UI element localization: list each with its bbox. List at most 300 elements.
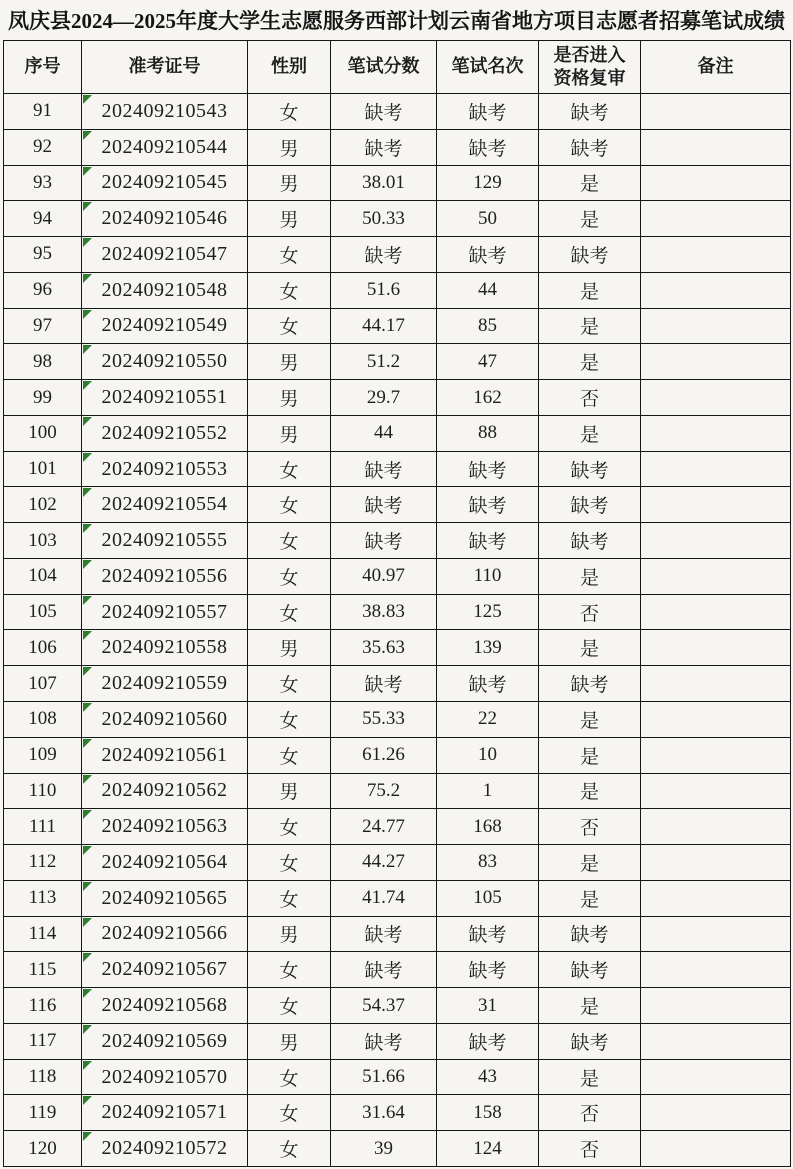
cell-remark	[641, 916, 791, 952]
cell-score: 缺考	[331, 129, 437, 165]
cell-index: 116	[4, 988, 82, 1024]
cell-index: 113	[4, 880, 82, 916]
cell-review: 是	[539, 558, 641, 594]
cell-remark	[641, 988, 791, 1024]
cell-rank: 缺考	[437, 451, 539, 487]
cell-ticket	[82, 308, 248, 344]
cell-ticket-value: 202409210549	[101, 314, 228, 337]
cell-gender: 男	[248, 344, 331, 380]
green-corner-triangle-icon	[83, 882, 92, 891]
cell-ticket	[82, 737, 248, 773]
cell-remark	[641, 1095, 791, 1131]
cell-index: 104	[4, 558, 82, 594]
green-corner-triangle-icon	[83, 453, 92, 462]
cell-remark	[641, 666, 791, 702]
cell-index: 95	[4, 237, 82, 273]
table-row	[4, 558, 791, 594]
cell-review: 缺考	[539, 916, 641, 952]
cell-gender: 女	[248, 1095, 331, 1131]
table-row	[4, 201, 791, 237]
green-corner-triangle-icon	[83, 274, 92, 283]
cell-review: 是	[539, 880, 641, 916]
cell-remark	[641, 308, 791, 344]
table-row	[4, 344, 791, 380]
cell-index: 120	[4, 1131, 82, 1167]
cell-rank: 22	[437, 702, 539, 738]
cell-ticket	[82, 702, 248, 738]
cell-gender: 女	[248, 1131, 331, 1167]
col-header-review-line2: 资格复审	[553, 68, 626, 88]
cell-gender: 女	[248, 487, 331, 523]
cell-ticket	[82, 237, 248, 273]
table-row	[4, 773, 791, 809]
cell-ticket	[82, 415, 248, 451]
cell-ticket-value: 202409210553	[101, 457, 228, 480]
cell-index: 98	[4, 344, 82, 380]
green-corner-triangle-icon	[83, 417, 92, 426]
cell-review: 是	[539, 415, 641, 451]
green-corner-triangle-icon	[83, 810, 92, 819]
cell-rank: 168	[437, 809, 539, 845]
cell-rank: 50	[437, 201, 539, 237]
cell-ticket-value: 202409210572	[101, 1137, 228, 1160]
cell-index: 102	[4, 487, 82, 523]
cell-index: 112	[4, 845, 82, 881]
cell-ticket	[82, 952, 248, 988]
cell-remark	[641, 523, 791, 559]
cell-remark	[641, 630, 791, 666]
green-corner-triangle-icon	[83, 739, 92, 748]
cell-rank: 10	[437, 737, 539, 773]
cell-ticket-value: 202409210569	[101, 1029, 228, 1052]
cell-remark	[641, 129, 791, 165]
cell-ticket	[82, 487, 248, 523]
cell-ticket-value: 202409210570	[101, 1065, 228, 1088]
table-row	[4, 487, 791, 523]
cell-ticket	[82, 916, 248, 952]
green-corner-triangle-icon	[83, 1025, 92, 1034]
cell-ticket-value: 202409210558	[101, 636, 228, 659]
table-row	[4, 451, 791, 487]
col-header-score: 笔试分数	[331, 41, 437, 94]
cell-rank: 47	[437, 344, 539, 380]
green-corner-triangle-icon	[83, 918, 92, 927]
cell-review: 是	[539, 308, 641, 344]
green-corner-triangle-icon	[83, 488, 92, 497]
cell-remark	[641, 594, 791, 630]
cell-rank: 88	[437, 415, 539, 451]
cell-ticket-value: 202409210566	[101, 922, 228, 945]
cell-remark	[641, 1059, 791, 1095]
table-row	[4, 594, 791, 630]
cell-index: 107	[4, 666, 82, 702]
cell-ticket-value: 202409210544	[101, 135, 228, 158]
cell-remark	[641, 1131, 791, 1167]
table-row	[4, 702, 791, 738]
cell-ticket-value: 202409210564	[101, 850, 228, 873]
cell-gender: 女	[248, 523, 331, 559]
cell-index: 111	[4, 809, 82, 845]
table-row	[4, 666, 791, 702]
cell-review: 缺考	[539, 666, 641, 702]
table-row	[4, 916, 791, 952]
cell-gender: 男	[248, 380, 331, 416]
cell-review: 是	[539, 630, 641, 666]
cell-remark	[641, 880, 791, 916]
cell-remark	[641, 344, 791, 380]
cell-score: 44	[331, 415, 437, 451]
table-row	[4, 1095, 791, 1131]
cell-score: 29.7	[331, 380, 437, 416]
cell-score: 缺考	[331, 666, 437, 702]
cell-review: 缺考	[539, 1023, 641, 1059]
cell-rank: 125	[437, 594, 539, 630]
cell-ticket	[82, 845, 248, 881]
cell-remark	[641, 272, 791, 308]
cell-score: 38.01	[331, 165, 437, 201]
green-corner-triangle-icon	[83, 238, 92, 247]
cell-rank: 85	[437, 308, 539, 344]
cell-index: 99	[4, 380, 82, 416]
cell-score: 缺考	[331, 523, 437, 559]
cell-ticket	[82, 129, 248, 165]
cell-ticket	[82, 201, 248, 237]
cell-remark	[641, 487, 791, 523]
green-corner-triangle-icon	[83, 1096, 92, 1105]
cell-ticket-value: 202409210556	[101, 564, 228, 587]
green-corner-triangle-icon	[83, 667, 92, 676]
col-header-rank: 笔试名次	[437, 41, 539, 94]
cell-index: 106	[4, 630, 82, 666]
cell-remark	[641, 737, 791, 773]
cell-ticket	[82, 1095, 248, 1131]
cell-rank: 129	[437, 165, 539, 201]
cell-score: 44.17	[331, 308, 437, 344]
cell-gender: 女	[248, 451, 331, 487]
cell-ticket	[82, 773, 248, 809]
cell-gender: 女	[248, 988, 331, 1024]
cell-review: 缺考	[539, 487, 641, 523]
table-row	[4, 165, 791, 201]
cell-remark	[641, 702, 791, 738]
cell-ticket-value: 202409210565	[101, 886, 228, 909]
cell-review: 是	[539, 201, 641, 237]
table-row	[4, 988, 791, 1024]
cell-index: 103	[4, 523, 82, 559]
table-row	[4, 237, 791, 273]
cell-rank: 缺考	[437, 129, 539, 165]
scores-table	[3, 40, 791, 1167]
cell-index: 110	[4, 773, 82, 809]
cell-score: 缺考	[331, 451, 437, 487]
green-corner-triangle-icon	[83, 381, 92, 390]
cell-ticket-value: 202409210546	[101, 207, 228, 230]
cell-ticket-value: 202409210567	[101, 958, 228, 981]
cell-gender: 女	[248, 94, 331, 130]
cell-index: 108	[4, 702, 82, 738]
cell-rank: 缺考	[437, 487, 539, 523]
cell-review: 是	[539, 1059, 641, 1095]
cell-rank: 31	[437, 988, 539, 1024]
cell-review: 是	[539, 773, 641, 809]
cell-rank: 105	[437, 880, 539, 916]
green-corner-triangle-icon	[83, 131, 92, 140]
cell-index: 97	[4, 308, 82, 344]
table-row	[4, 1059, 791, 1095]
cell-score: 75.2	[331, 773, 437, 809]
cell-review: 缺考	[539, 129, 641, 165]
cell-ticket	[82, 630, 248, 666]
cell-score: 40.97	[331, 558, 437, 594]
cell-ticket	[82, 165, 248, 201]
table-row	[4, 952, 791, 988]
cell-review: 缺考	[539, 952, 641, 988]
cell-index: 119	[4, 1095, 82, 1131]
cell-index: 117	[4, 1023, 82, 1059]
cell-review: 否	[539, 1131, 641, 1167]
cell-review: 是	[539, 702, 641, 738]
cell-gender: 男	[248, 630, 331, 666]
cell-remark	[641, 380, 791, 416]
cell-ticket-value: 202409210550	[101, 350, 228, 373]
table-row	[4, 809, 791, 845]
cell-index: 96	[4, 272, 82, 308]
green-corner-triangle-icon	[83, 703, 92, 712]
cell-gender: 男	[248, 916, 331, 952]
table-row	[4, 737, 791, 773]
cell-ticket-value: 202409210559	[101, 672, 228, 695]
cell-ticket-value: 202409210568	[101, 994, 228, 1017]
table-row	[4, 1131, 791, 1167]
table-row	[4, 630, 791, 666]
cell-remark	[641, 773, 791, 809]
cell-gender: 男	[248, 201, 331, 237]
cell-review: 是	[539, 165, 641, 201]
col-header-index: 序号	[4, 41, 82, 94]
cell-remark	[641, 558, 791, 594]
cell-remark	[641, 165, 791, 201]
cell-score: 51.2	[331, 344, 437, 380]
cell-review: 缺考	[539, 237, 641, 273]
cell-rank: 缺考	[437, 1023, 539, 1059]
cell-index: 105	[4, 594, 82, 630]
cell-score: 51.6	[331, 272, 437, 308]
cell-rank: 139	[437, 630, 539, 666]
col-header-review-line1: 是否进入	[553, 45, 626, 65]
cell-gender: 女	[248, 880, 331, 916]
cell-rank: 缺考	[437, 523, 539, 559]
cell-gender: 女	[248, 737, 331, 773]
cell-index: 109	[4, 737, 82, 773]
col-header-remarks: 备注	[641, 41, 791, 94]
table-body	[4, 94, 791, 1167]
cell-score: 44.27	[331, 845, 437, 881]
cell-gender: 男	[248, 1023, 331, 1059]
table-row	[4, 415, 791, 451]
green-corner-triangle-icon	[83, 524, 92, 533]
document-title: 凤庆县2024—2025年度大学生志愿服务西部计划云南省地方项目志愿者招募笔试成绩	[8, 9, 785, 33]
green-corner-triangle-icon	[83, 775, 92, 784]
header-row	[4, 41, 791, 94]
table-row	[4, 308, 791, 344]
cell-review: 缺考	[539, 451, 641, 487]
cell-score: 缺考	[331, 916, 437, 952]
cell-score: 38.83	[331, 594, 437, 630]
cell-score: 35.63	[331, 630, 437, 666]
cell-ticket-value: 202409210548	[101, 278, 228, 301]
table-row	[4, 272, 791, 308]
cell-score: 24.77	[331, 809, 437, 845]
cell-gender: 男	[248, 415, 331, 451]
cell-gender: 男	[248, 165, 331, 201]
cell-ticket-value: 202409210547	[101, 242, 228, 265]
cell-score: 缺考	[331, 487, 437, 523]
cell-gender: 女	[248, 809, 331, 845]
cell-gender: 女	[248, 308, 331, 344]
cell-gender: 女	[248, 237, 331, 273]
cell-score: 缺考	[331, 237, 437, 273]
cell-remark	[641, 451, 791, 487]
cell-score: 54.37	[331, 988, 437, 1024]
cell-rank: 44	[437, 272, 539, 308]
cell-rank: 43	[437, 1059, 539, 1095]
cell-score: 31.64	[331, 1095, 437, 1131]
cell-index: 101	[4, 451, 82, 487]
cell-index: 92	[4, 129, 82, 165]
cell-ticket	[82, 988, 248, 1024]
cell-remark	[641, 952, 791, 988]
cell-index: 94	[4, 201, 82, 237]
table-row	[4, 380, 791, 416]
cell-review: 是	[539, 845, 641, 881]
cell-score: 51.66	[331, 1059, 437, 1095]
cell-ticket	[82, 451, 248, 487]
cell-review: 否	[539, 809, 641, 845]
cell-score: 61.26	[331, 737, 437, 773]
table-row	[4, 880, 791, 916]
cell-ticket	[82, 1059, 248, 1095]
cell-index: 118	[4, 1059, 82, 1095]
green-corner-triangle-icon	[83, 167, 92, 176]
cell-ticket-value: 202409210561	[101, 743, 228, 766]
green-corner-triangle-icon	[83, 989, 92, 998]
cell-index: 114	[4, 916, 82, 952]
cell-ticket	[82, 558, 248, 594]
cell-ticket	[82, 94, 248, 130]
green-corner-triangle-icon	[83, 95, 92, 104]
cell-gender: 女	[248, 558, 331, 594]
cell-ticket	[82, 809, 248, 845]
cell-ticket	[82, 1131, 248, 1167]
cell-rank: 缺考	[437, 666, 539, 702]
cell-gender: 女	[248, 845, 331, 881]
cell-gender: 女	[248, 272, 331, 308]
cell-rank: 83	[437, 845, 539, 881]
cell-ticket-value: 202409210552	[101, 421, 228, 444]
cell-rank: 缺考	[437, 916, 539, 952]
cell-ticket	[82, 1023, 248, 1059]
cell-score: 缺考	[331, 1023, 437, 1059]
cell-ticket-value: 202409210571	[101, 1101, 228, 1124]
green-corner-triangle-icon	[83, 310, 92, 319]
cell-gender: 女	[248, 594, 331, 630]
green-corner-triangle-icon	[83, 202, 92, 211]
cell-rank: 110	[437, 558, 539, 594]
col-header-review	[539, 41, 641, 94]
cell-remark	[641, 94, 791, 130]
cell-ticket-value: 202409210557	[101, 600, 228, 623]
cell-score: 39	[331, 1131, 437, 1167]
cell-rank: 缺考	[437, 237, 539, 273]
cell-ticket-value: 202409210555	[101, 529, 228, 552]
table-row	[4, 94, 791, 130]
cell-score: 缺考	[331, 952, 437, 988]
cell-review: 是	[539, 988, 641, 1024]
cell-remark	[641, 1023, 791, 1059]
cell-ticket-value: 202409210562	[101, 779, 228, 802]
cell-ticket-value: 202409210554	[101, 493, 228, 516]
cell-ticket	[82, 666, 248, 702]
table-row	[4, 845, 791, 881]
cell-ticket-value: 202409210545	[101, 171, 228, 194]
col-header-ticket: 准考证号	[82, 41, 248, 94]
cell-gender: 男	[248, 773, 331, 809]
cell-review: 否	[539, 380, 641, 416]
cell-ticket	[82, 880, 248, 916]
green-corner-triangle-icon	[83, 345, 92, 354]
cell-remark	[641, 845, 791, 881]
cell-index: 100	[4, 415, 82, 451]
cell-gender: 女	[248, 952, 331, 988]
cell-score: 缺考	[331, 94, 437, 130]
cell-rank: 158	[437, 1095, 539, 1131]
cell-review: 是	[539, 737, 641, 773]
cell-ticket	[82, 523, 248, 559]
cell-rank: 缺考	[437, 94, 539, 130]
col-header-gender: 性别	[248, 41, 331, 94]
cell-review: 是	[539, 272, 641, 308]
cell-rank: 1	[437, 773, 539, 809]
cell-ticket	[82, 594, 248, 630]
cell-ticket-value: 202409210560	[101, 707, 228, 730]
cell-remark	[641, 809, 791, 845]
cell-ticket-value: 202409210551	[101, 386, 228, 408]
green-corner-triangle-icon	[83, 560, 92, 569]
green-corner-triangle-icon	[83, 631, 92, 640]
green-corner-triangle-icon	[83, 846, 92, 855]
cell-remark	[641, 237, 791, 273]
table-row	[4, 129, 791, 165]
cell-score: 50.33	[331, 201, 437, 237]
cell-review: 缺考	[539, 94, 641, 130]
table-row	[4, 1023, 791, 1059]
cell-ticket	[82, 344, 248, 380]
cell-rank: 缺考	[437, 952, 539, 988]
cell-review: 是	[539, 344, 641, 380]
cell-ticket-value: 202409210563	[101, 815, 228, 838]
cell-remark	[641, 415, 791, 451]
green-corner-triangle-icon	[83, 596, 92, 605]
cell-review: 缺考	[539, 523, 641, 559]
cell-score: 55.33	[331, 702, 437, 738]
cell-ticket	[82, 380, 248, 416]
cell-index: 91	[4, 94, 82, 130]
cell-review: 否	[539, 1095, 641, 1131]
cell-ticket-value: 202409210543	[101, 99, 228, 122]
cell-score: 41.74	[331, 880, 437, 916]
green-corner-triangle-icon	[83, 1132, 92, 1141]
cell-gender: 女	[248, 702, 331, 738]
